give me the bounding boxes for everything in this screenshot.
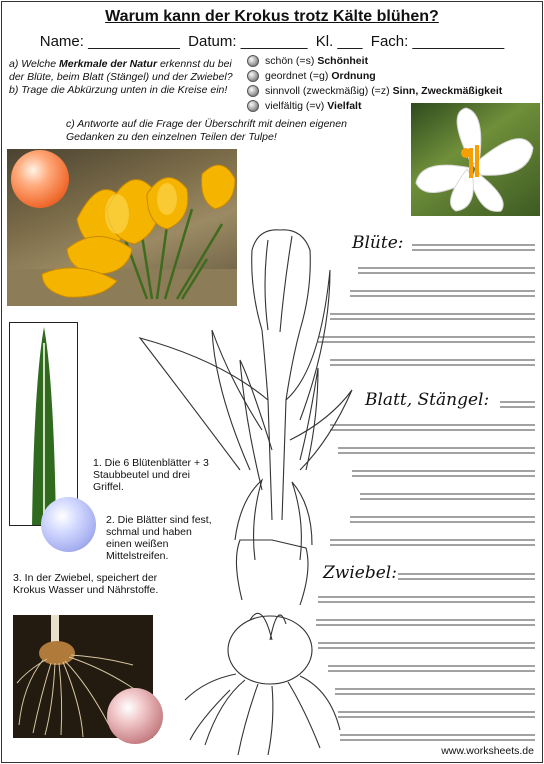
section-label-zwiebel: Zwiebel: — [323, 563, 397, 583]
legend-text: vielfältig (=v) — [265, 99, 325, 112]
legend-bold: Vielfalt — [327, 99, 362, 112]
instruction-c: c) Antworte auf die Frage der Überschrift mit deinen eigenen Gedanken zu den einzelnen Teilen der Tulpe! — [66, 118, 347, 143]
section-label-bluete: Blüte: — [352, 233, 404, 253]
legend-bold: Sinn, Zweckmäßigkeit — [392, 84, 503, 97]
legend-bold: Ordnung — [331, 69, 376, 82]
instruction-a-bold: Merkmale der Natur — [59, 58, 158, 70]
section-label-blatt: Blatt, Stängel: — [365, 390, 490, 410]
note-blatt: 2. Die Blätter sind fest, schmal und haben einen weißen Mittelstreifen. — [106, 514, 212, 562]
page-title: Warum kann der Krokus trotz Kälte blühen? — [105, 8, 439, 25]
legend-text: schön (=s) — [265, 54, 315, 67]
credit-link[interactable]: www.worksheets.de — [441, 745, 534, 757]
note-zwiebel: 3. In der Zwiebel, speichert der Krokus Wasser und Nährstoffe. — [13, 572, 159, 596]
note-bluete: 1. Die 6 Blütenblätter + 3 Staubbeutel und drei Griffel. — [93, 457, 209, 493]
legend-text: sinnvoll (zweckmäßig) (=z) — [265, 84, 390, 97]
legend-text: geordnet (=g) — [265, 69, 329, 82]
instruction-a-prefix: a) Welche — [9, 58, 59, 70]
legend-bold: Schönheit — [317, 54, 369, 67]
instruction-a-rest: erkennst du bei der Blüte, beim Blatt (Stängel) und der Zwiebel? b) Trage die Abkürzung unten in die Kreise ein! — [9, 58, 233, 96]
name-date-class-subject-line[interactable]: Name: ___________ Datum: ________ Kl. ___ Fach: ___________ — [39, 33, 505, 50]
